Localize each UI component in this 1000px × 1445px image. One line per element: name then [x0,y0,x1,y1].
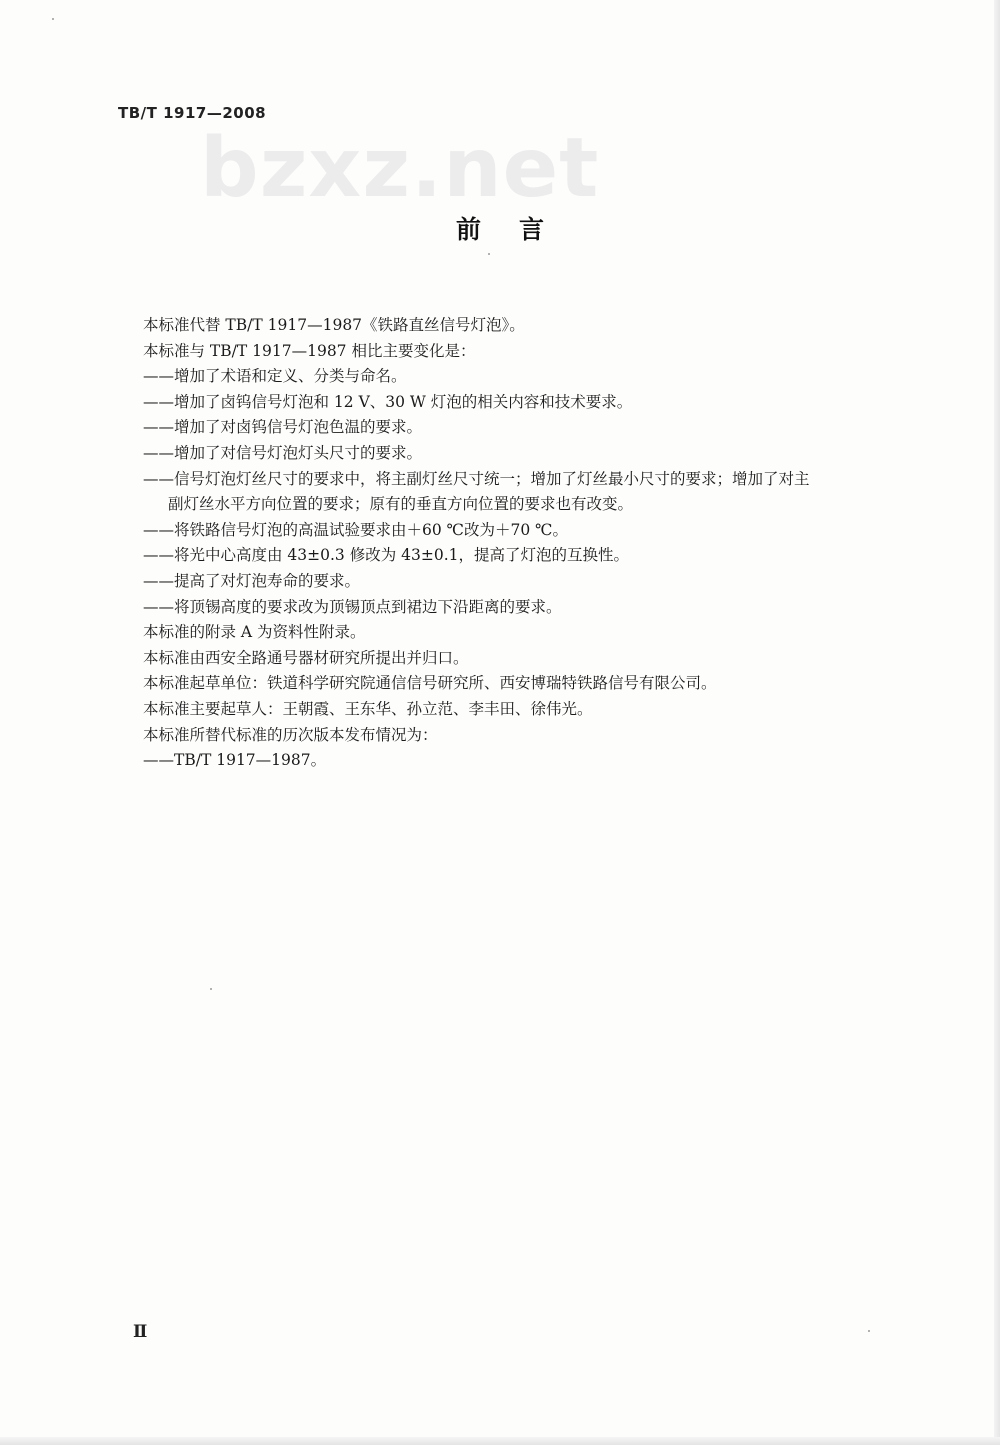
change-item: ——提高了对灯泡寿命的要求。 [143,571,361,590]
page-edge-bottom [0,1437,1000,1445]
paragraph-drafting-units: 本标准起草单位：铁道科学研究院通信信号研究所、西安博瑞特铁路信号有限公司。 [143,674,717,693]
paragraph-history-intro: 本标准所替代标准的历次版本发布情况为： [143,725,438,744]
paragraph-changes-intro: 本标准与 TB/T 1917—1987 相比主要变化是： [143,341,476,360]
change-item: ——信号灯泡灯丝尺寸的要求中，将主副灯丝尺寸统一；增加了灯丝最小尺寸的要求；增加了对主 [143,469,810,488]
foreword-body [143,313,923,774]
scan-speck [52,18,54,20]
paragraph-appendix: 本标准的附录 A 为资料性附录。 [143,623,366,642]
page-edge-right [994,0,1000,1445]
scan-speck [868,1330,870,1332]
standard-code-header: TB/T 1917—2008 [118,104,267,122]
change-item: ——将顶锡高度的要求改为顶锡顶点到裙边下沿距离的要求。 [143,597,562,616]
scan-speck [210,988,212,990]
change-item: ——增加了卤钨信号灯泡和 12 V、30 W 灯泡的相关内容和技术要求。 [143,392,633,411]
page-title: 前言 [455,215,582,244]
change-item: ——增加了术语和定义、分类与命名。 [143,367,407,386]
change-item: ——将铁路信号灯泡的高温试验要求由＋60 ℃改为＋70 ℃。 [143,520,568,539]
change-item: ——将光中心高度由 43±0.3 修改为 43±0.1，提高了灯泡的互换性。 [143,546,630,565]
paragraph-proposer: 本标准由西安全路通号器材研究所提出并归口。 [143,648,469,667]
page-number: Ⅱ [133,1322,148,1342]
watermark-text: bzxz.net [200,121,600,216]
paragraph-drafters: 本标准主要起草人：王朝霞、王东华、孙立范、李丰田、徐伟光。 [143,699,593,718]
scan-speck [488,253,490,255]
change-item: ——增加了对信号灯泡灯头尺寸的要求。 [143,443,423,462]
history-item: ——TB/T 1917—1987。 [143,751,327,770]
change-item: ——增加了对卤钨信号灯泡色温的要求。 [143,418,423,437]
paragraph-replaces: 本标准代替 TB/T 1917—1987《铁路直丝信号灯泡》。 [143,316,525,334]
change-item-continuation: 副灯丝水平方向位置的要求；原有的垂直方向位置的要求也有改变。 [168,495,634,514]
